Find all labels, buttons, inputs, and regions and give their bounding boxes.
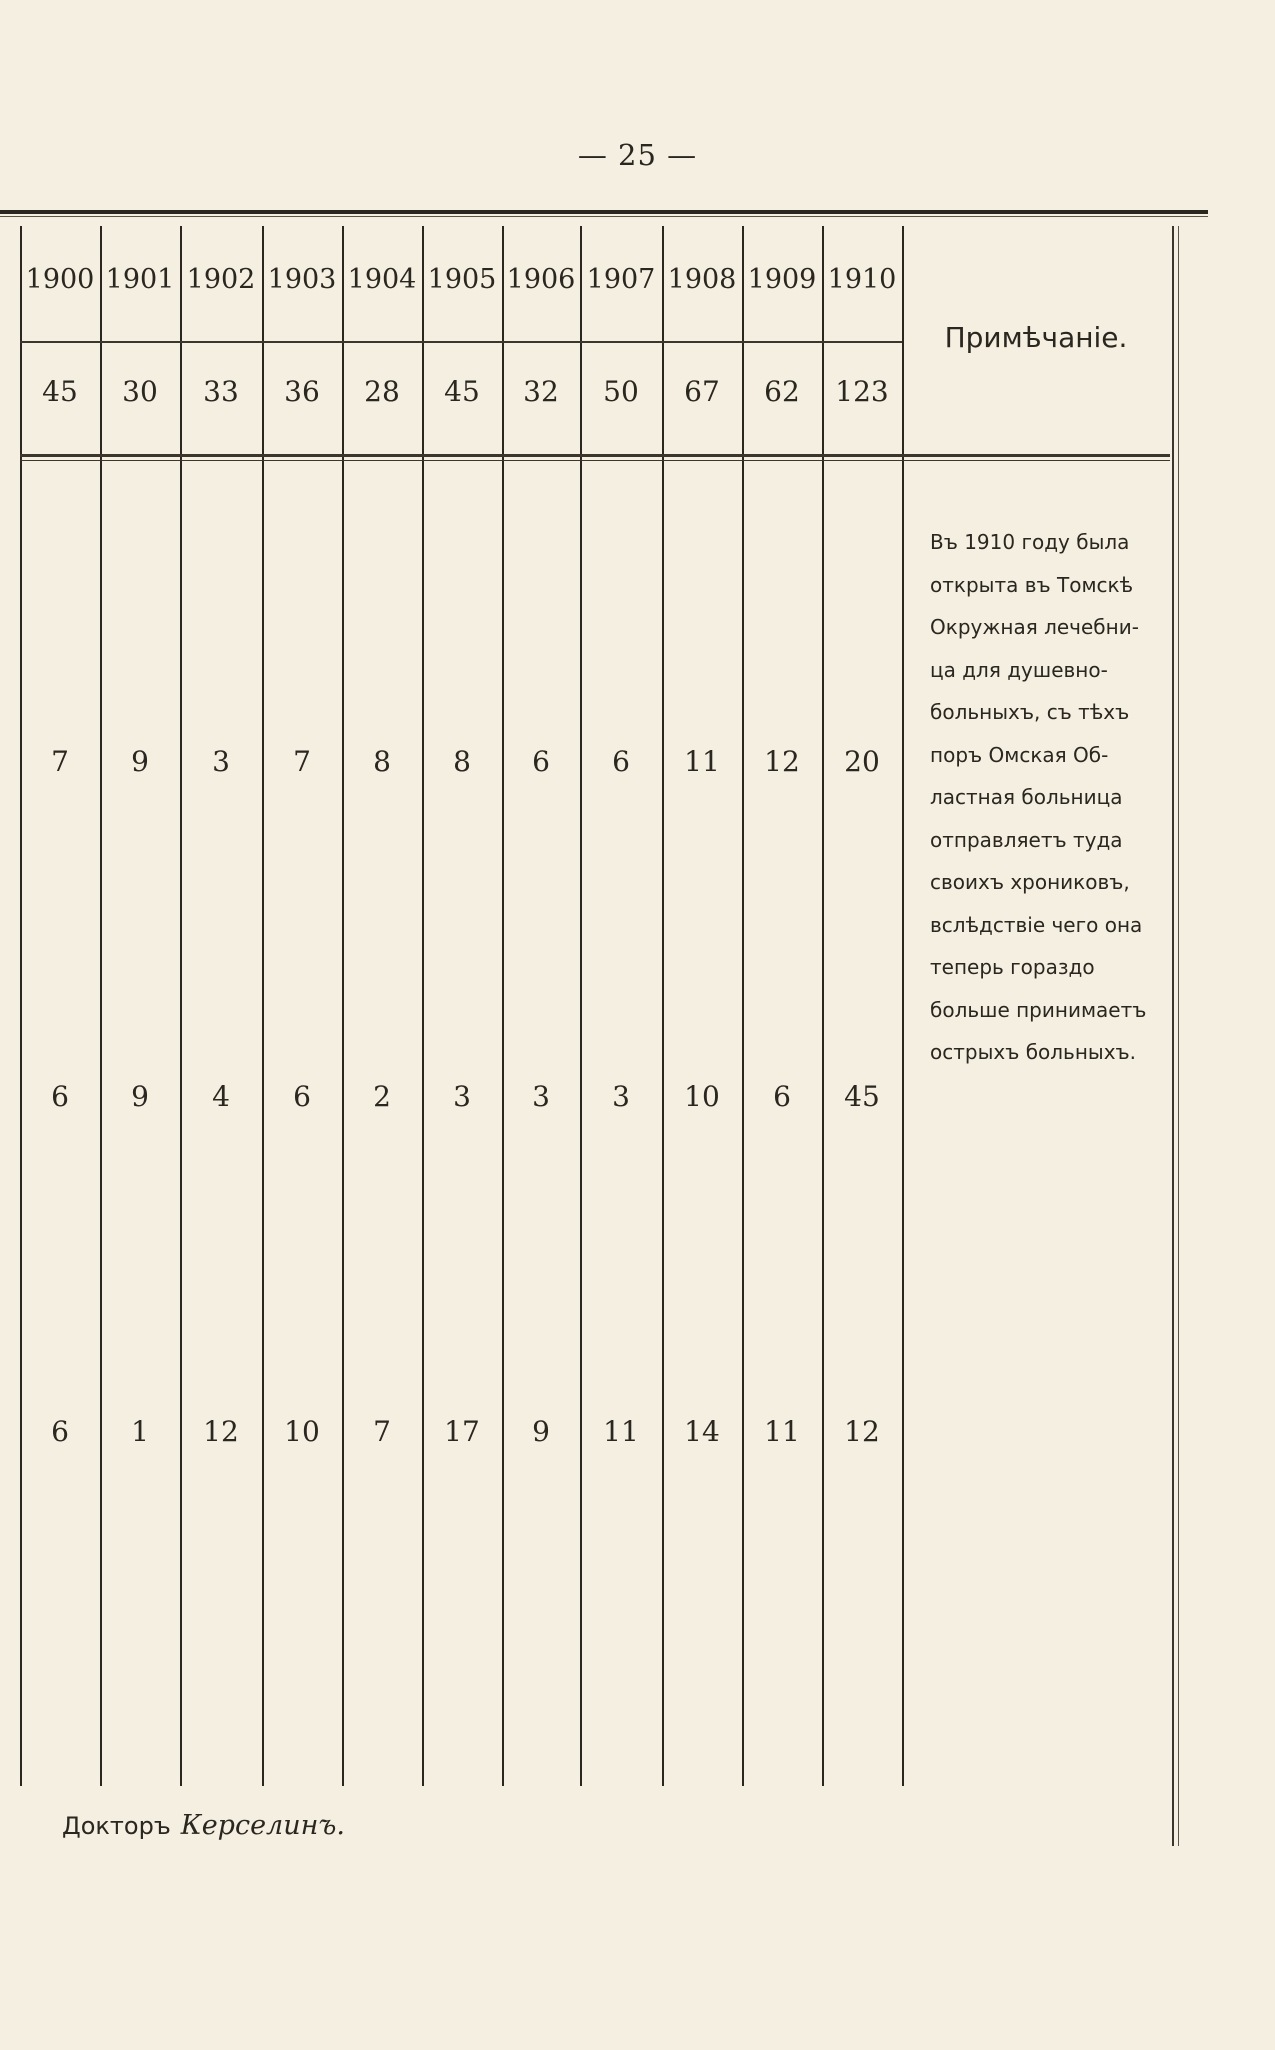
totals-divider-thin [20, 460, 1170, 461]
note-line: острыхъ больныхъ. [930, 1040, 1137, 1064]
table-cell: 8 [453, 745, 471, 778]
total-cell: 36 [284, 375, 320, 408]
table-cell: 6 [773, 1080, 791, 1113]
table-cell: 3 [532, 1080, 550, 1113]
table-cell: 3 [212, 745, 230, 778]
year-header: 1906 [506, 264, 576, 295]
table-cell: 6 [51, 1415, 69, 1448]
page-number: — 25 — [577, 138, 698, 172]
table-cell: 12 [844, 1415, 880, 1448]
note-line: теперь гораздо [930, 955, 1095, 979]
table-cell: 7 [293, 745, 311, 778]
table-cell: 6 [612, 745, 630, 778]
table-cell: 20 [844, 745, 880, 778]
table-cell: 8 [373, 745, 391, 778]
table-cell: 12 [203, 1415, 239, 1448]
table-cell: 6 [532, 745, 550, 778]
table-cell: 11 [603, 1415, 639, 1448]
statistics-table [20, 226, 1170, 1786]
table-cell: 17 [444, 1415, 480, 1448]
table-cell: 3 [453, 1080, 471, 1113]
year-header: 1908 [667, 264, 737, 295]
total-cell: 50 [603, 375, 639, 408]
totals-divider [20, 454, 1170, 457]
total-cell: 45 [42, 375, 78, 408]
table-cell: 9 [131, 1080, 149, 1113]
year-header: 1905 [427, 264, 497, 295]
table-cell: 9 [131, 745, 149, 778]
table-cell: 45 [844, 1080, 880, 1113]
note-line: больныхъ, съ тѣхъ [930, 700, 1130, 724]
total-cell: 33 [203, 375, 239, 408]
year-header: 1904 [347, 264, 417, 295]
note-line: вслѣдствіе чего она [930, 912, 1143, 937]
note-line: больше принимаетъ [930, 997, 1147, 1022]
year-header: 1907 [586, 264, 656, 295]
note-header: Примѣчаніе. [944, 321, 1128, 354]
signature [62, 1810, 345, 1841]
total-cell: 62 [764, 375, 800, 408]
note-line: Окружная лечебни- [930, 615, 1139, 639]
table-cell: 6 [293, 1080, 311, 1113]
year-header: 1902 [186, 264, 256, 295]
note-text [930, 521, 1172, 1074]
note-line: своихъ хрониковъ, [930, 870, 1130, 894]
year-header: 1900 [25, 264, 95, 295]
table-cell: 14 [684, 1415, 720, 1448]
top-rule [0, 210, 1208, 214]
total-cell: 45 [444, 375, 480, 408]
header-divider [20, 341, 902, 343]
page-border-line [1172, 226, 1174, 1846]
table-cell: 2 [373, 1080, 391, 1113]
table-cell: 7 [373, 1415, 391, 1448]
table-cell: 11 [684, 745, 720, 778]
table-cell: 10 [284, 1415, 320, 1448]
signature-title: Докторъ [62, 1812, 171, 1840]
year-header: 1903 [267, 264, 337, 295]
page-border-line-thin [1178, 226, 1179, 1846]
table-cell: 10 [684, 1080, 720, 1113]
table-cell: 12 [764, 745, 800, 778]
table-cell: 6 [51, 1080, 69, 1113]
note-line: ца для душевно- [930, 657, 1108, 682]
note-line: Въ 1910 году была [930, 530, 1130, 554]
top-rule-thin [0, 216, 1208, 217]
table-cell: 11 [764, 1415, 800, 1448]
table-cell: 9 [532, 1415, 550, 1448]
year-header: 1910 [827, 264, 897, 295]
table-cell: 4 [212, 1080, 230, 1113]
table-cell: 1 [131, 1415, 149, 1448]
note-line: ластная больница [930, 785, 1123, 809]
year-header: 1909 [747, 264, 817, 295]
note-line: отправляетъ туда [930, 827, 1123, 852]
year-header: 1901 [105, 264, 175, 295]
note-line: открыта въ Томскѣ [930, 572, 1134, 597]
total-cell: 28 [364, 375, 400, 408]
signature-name: Керселинъ. [180, 1810, 345, 1841]
table-cell: 7 [51, 745, 69, 778]
note-line: поръ Омская Об- [930, 742, 1109, 767]
total-cell: 32 [523, 375, 559, 408]
total-cell: 123 [835, 375, 889, 408]
total-cell: 30 [122, 375, 158, 408]
table-cell: 3 [612, 1080, 630, 1113]
total-cell: 67 [684, 375, 720, 408]
